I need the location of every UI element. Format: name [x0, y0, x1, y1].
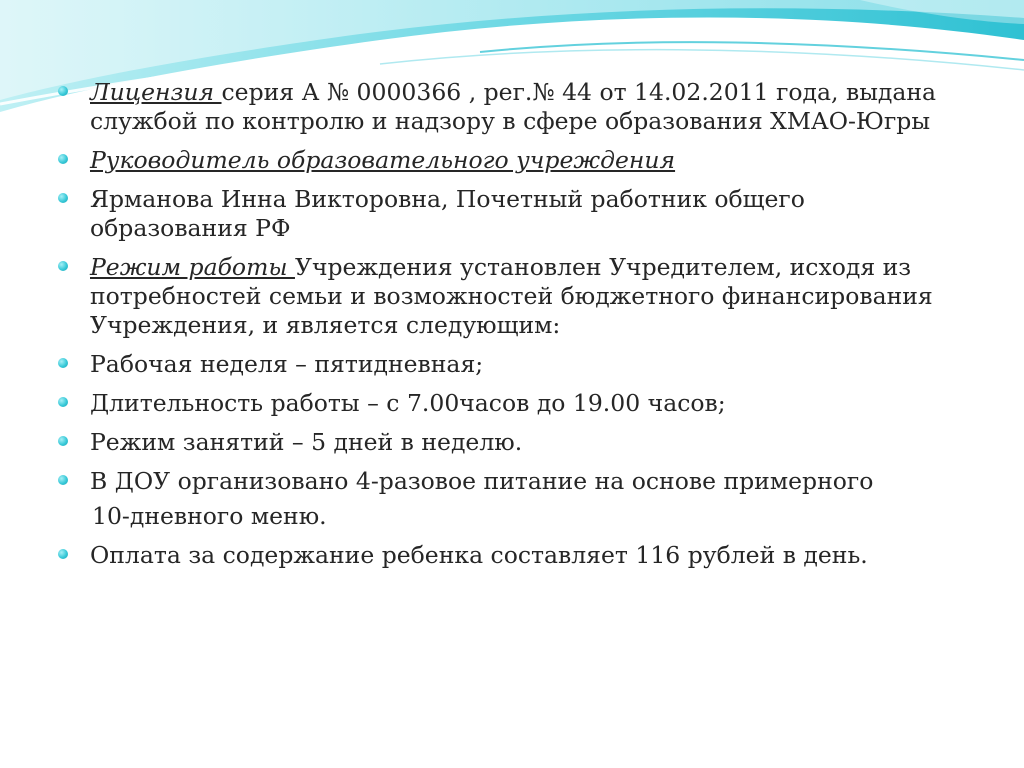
list-item — [58, 78, 958, 136]
list-item — [58, 185, 958, 243]
item-text: Оплата за содержание ребенка составляет 116 рублей в день. — [90, 541, 868, 569]
list-item — [58, 428, 958, 457]
list-item-continuation — [58, 502, 958, 531]
bullet-icon — [58, 436, 68, 446]
item-text: Длительность работы – с 7.00часов до 19.00 часов; — [90, 389, 726, 417]
item-text: серия А № 0000366 , рег.№ 44 от 14.02.2011 года, выдана службой по контролю и надзору в сфере образования ХМАО-Югры — [90, 78, 937, 135]
list-item — [58, 253, 958, 340]
item-text: Ярманова Инна Викторовна, Почетный работник общего образования РФ — [90, 185, 805, 242]
item-text: В ДОУ организовано 4-разовое питание на основе примерного — [90, 467, 874, 495]
item-text: 10-дневного меню. — [92, 502, 327, 530]
bullet-icon — [58, 86, 68, 96]
item-text: Режим занятий – 5 дней в неделю. — [90, 428, 523, 456]
item-emphasis: Режим работы — [90, 253, 295, 281]
item-emphasis: Руководитель образовательного учреждения — [90, 146, 676, 174]
list-item — [58, 350, 958, 379]
list-item — [58, 389, 958, 418]
item-emphasis: Лицензия — [90, 78, 222, 106]
list-item — [58, 467, 958, 496]
bullet-icon — [58, 549, 68, 559]
bullet-icon — [58, 154, 68, 164]
item-text: Учреждения установлен Учредителем, исходя из потребностей семьи и возможностей бюджетного финансирования Учреждения, и является следующим: — [90, 253, 933, 339]
list-item — [58, 146, 958, 175]
bullet-icon — [58, 397, 68, 407]
list-item — [58, 541, 958, 570]
item-text: Рабочая неделя – пятидневная; — [90, 350, 484, 378]
bullet-icon — [58, 261, 68, 271]
bullet-icon — [58, 193, 68, 203]
bullet-icon — [58, 358, 68, 368]
slide-content — [58, 78, 958, 580]
bullet-icon — [58, 475, 68, 485]
